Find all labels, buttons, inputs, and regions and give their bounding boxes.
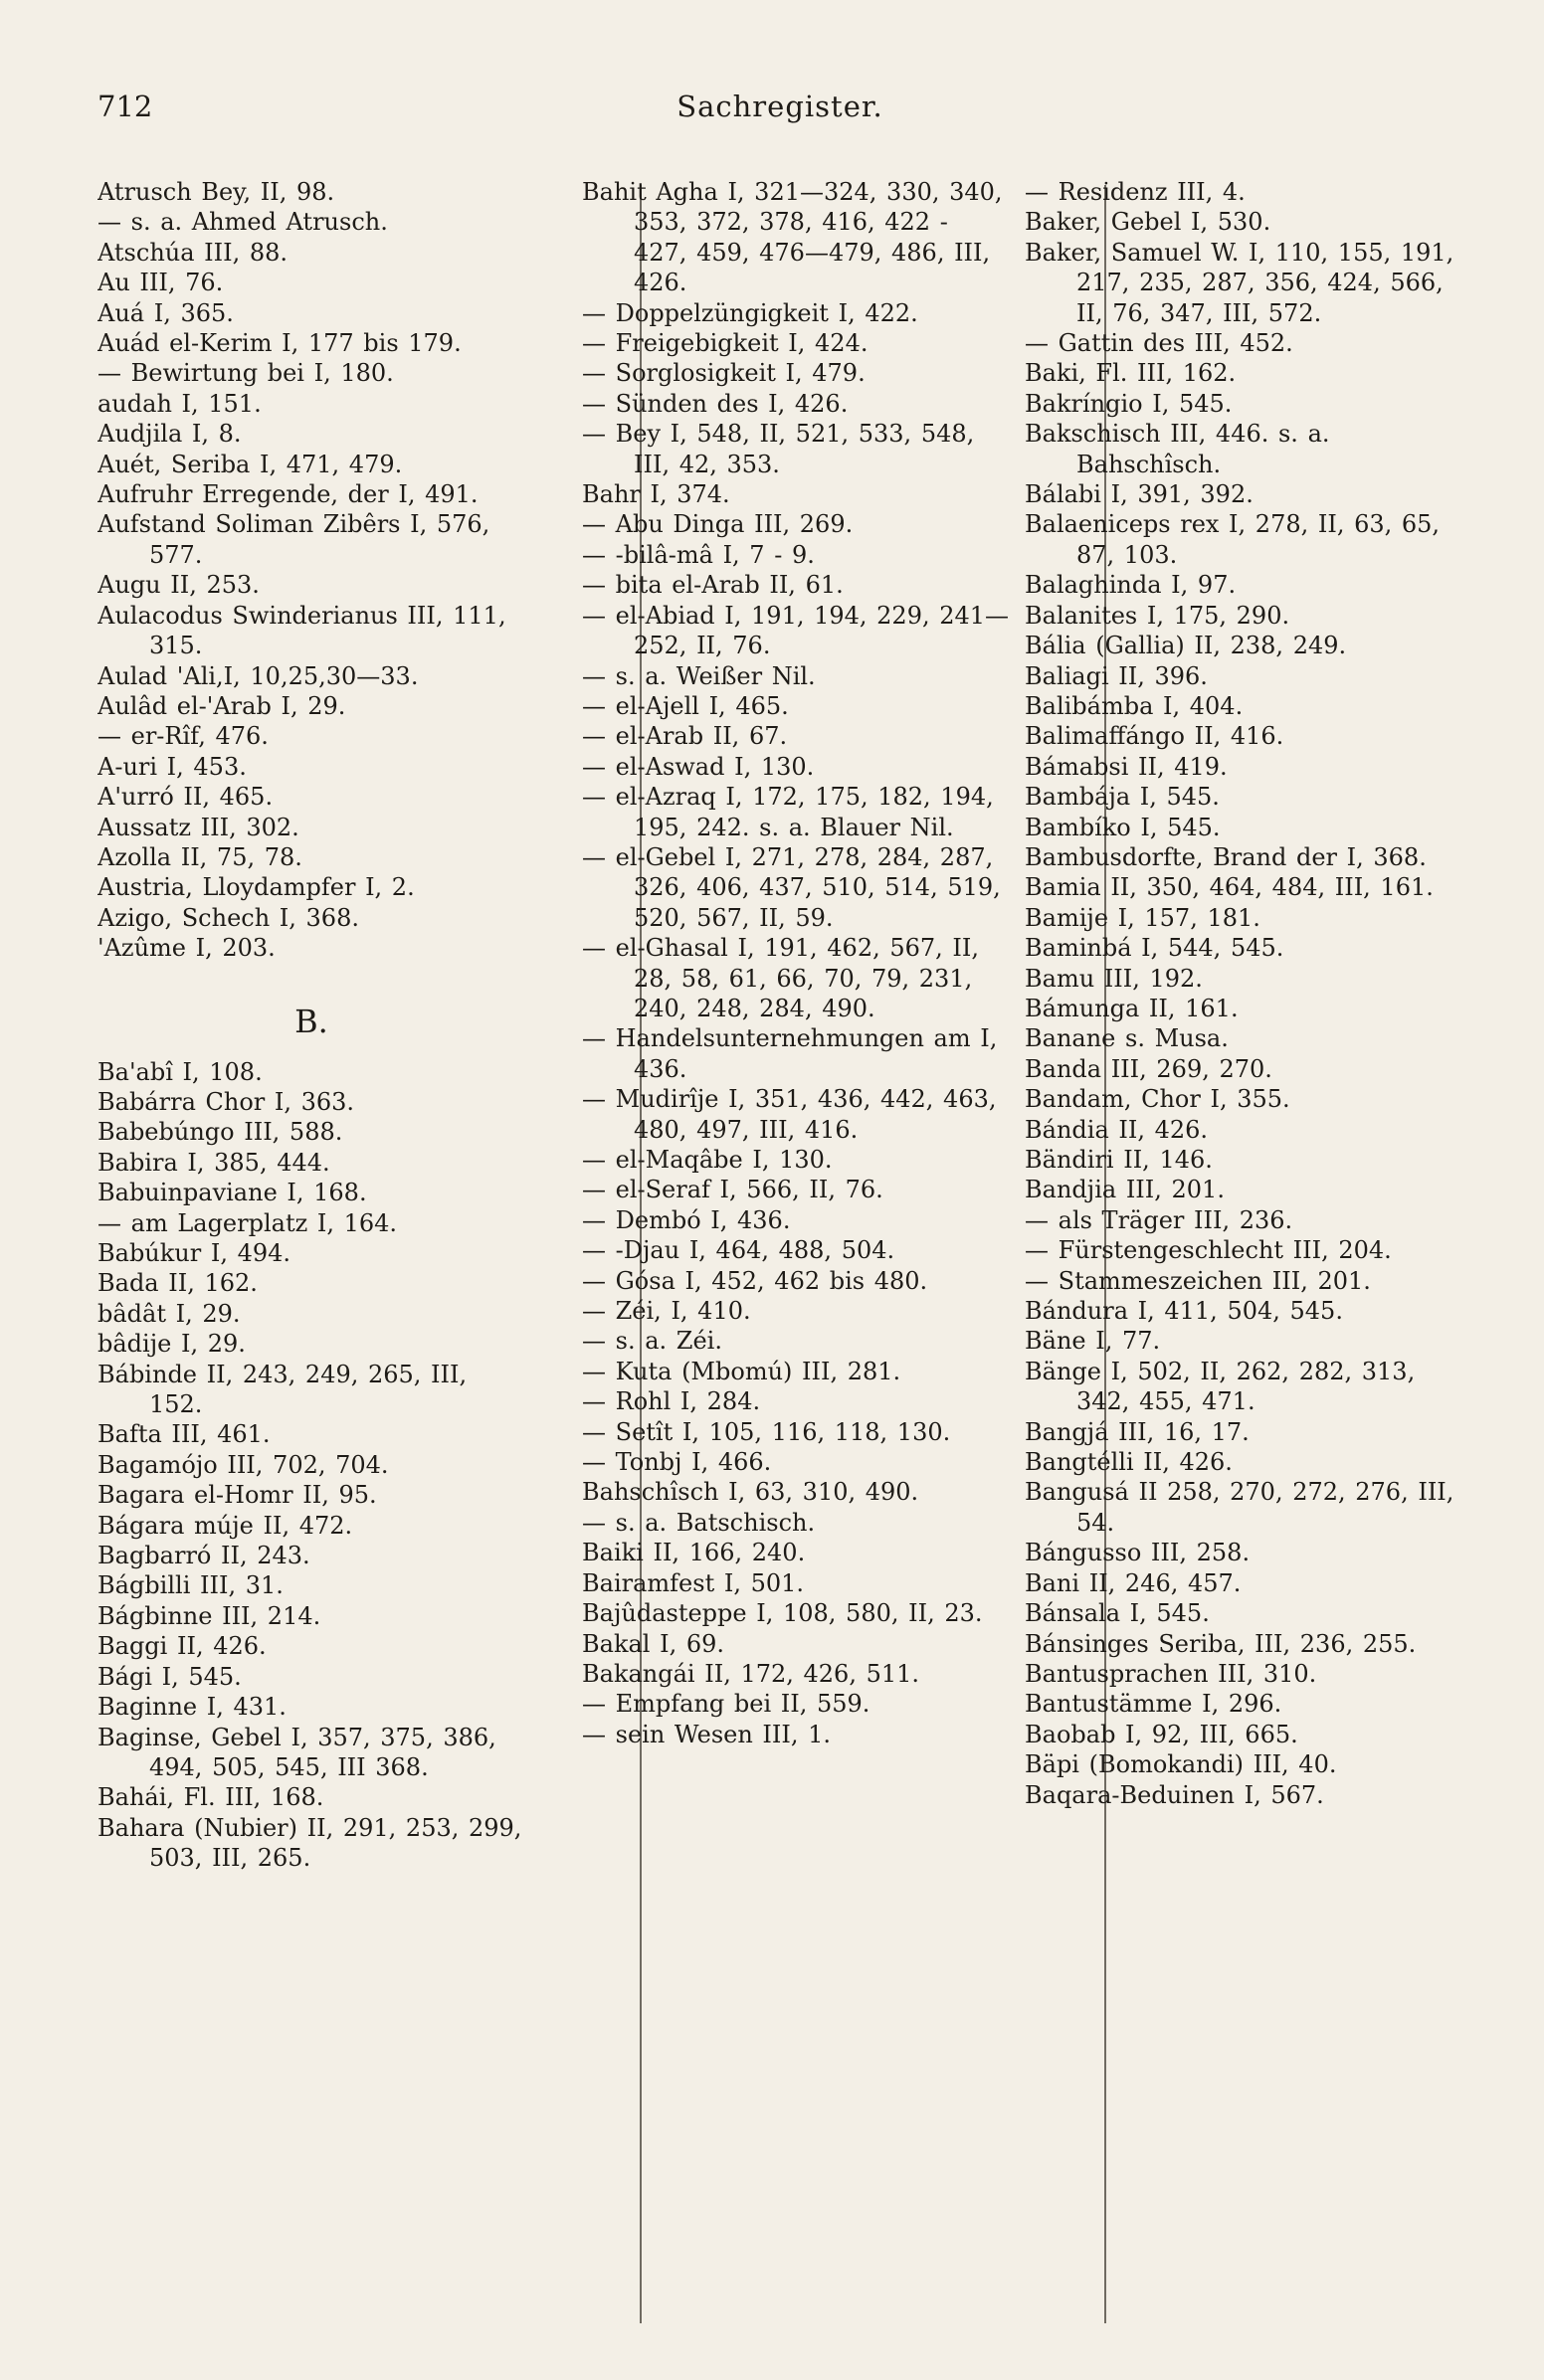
index-entry: — s. a. Weißer Nil. — [582, 661, 816, 690]
index-entry: Baqara-Beduinen I, 567. — [1025, 1780, 1324, 1809]
index-entry: Bálabi I, 391, 392. — [1025, 480, 1254, 509]
index-entry: Bági I, 545. — [97, 1662, 242, 1691]
index-entry: bâdije I, 29. — [97, 1330, 246, 1359]
index-entry: Bani II, 246, 457. — [1025, 1568, 1242, 1597]
index-entry: — el-Azraq I, 172, 175, 182, 194, 195, 242. s. a. Blauer Nil. — [582, 783, 994, 841]
index-entry: Ba'abî I, 108. — [97, 1057, 263, 1086]
index-entry: Bamia II, 350, 464, 484, III, 161. — [1025, 873, 1434, 902]
index-entry: — bita el-Arab II, 61. — [582, 571, 844, 600]
index-entry: Bangtélli II, 426. — [1025, 1448, 1233, 1477]
index-entry: Bäne I, 77. — [1025, 1327, 1161, 1356]
index-column-2 — [582, 177, 1010, 2345]
index-entry: Aussatz III, 302. — [97, 813, 299, 841]
index-entry: — als Träger III, 236. — [1025, 1205, 1293, 1234]
index-entry: Atrusch Bey, II, 98. — [97, 178, 335, 206]
index-entry: Bahit Agha I, 321—324, 330, 340, 353, 372, 378, 416, 422 - 427, 459, 476—479, 486, III, 426. — [582, 178, 1003, 297]
index-entry: Balaeniceps rex I, 278, II, 63, 65, 87, 103. — [1025, 510, 1441, 569]
index-entry: — -bilâ-mâ I, 7 - 9. — [582, 540, 815, 569]
index-entry: Baginne I, 431. — [97, 1693, 287, 1722]
index-entry: — am Lagerplatz I, 164. — [97, 1208, 398, 1237]
index-entry: Bakangái II, 172, 426, 511. — [582, 1659, 920, 1688]
index-entry: Balibámba I, 404. — [1025, 691, 1244, 720]
index-entry: Bália (Gallia) II, 238, 249. — [1025, 632, 1347, 660]
index-entry: Azigo, Schech I, 368. — [97, 903, 359, 932]
index-entry: — Mudirîje I, 351, 436, 442, 463, 480, 497, III, 416. — [582, 1085, 997, 1144]
index-entry: — Tonbj I, 466. — [582, 1448, 772, 1477]
index-entry: — s. a. Batschisch. — [582, 1508, 816, 1537]
index-entry: — -Djau I, 464, 488, 504. — [582, 1236, 895, 1265]
index-entry: A-uri I, 453. — [97, 752, 247, 781]
index-entry: Bahschîsch I, 63, 310, 490. — [582, 1478, 919, 1507]
index-entry: — Kuta (Mbomú) III, 281. — [582, 1357, 901, 1385]
index-entry: Balanites I, 175, 290. — [1025, 601, 1290, 630]
index-entry: Bangusá II 258, 270, 272, 276, III, 54. — [1025, 1478, 1454, 1537]
index-entry: Balaghinda I, 97. — [1025, 571, 1237, 600]
page-header — [97, 82, 1462, 141]
index-entry: Bajûdasteppe I, 108, 580, II, 23. — [582, 1599, 983, 1628]
index-entry: — Sünden des I, 426. — [582, 389, 849, 418]
index-entry: Bágara múje II, 472. — [97, 1511, 353, 1540]
index-entry: Aulacodus Swinderianus III, 111, 315. — [97, 601, 506, 660]
index-entry: Bakríngio I, 545. — [1025, 389, 1233, 418]
index-entry: Babebúngo III, 588. — [97, 1118, 343, 1147]
index-entry: — el-Abiad I, 191, 194, 229, 241—252, II, 76. — [582, 601, 1010, 660]
index-entry: Bakal I, 69. — [582, 1629, 725, 1658]
index-entry: — el-Ajell I, 465. — [582, 691, 789, 720]
index-entry: Audjila I, 8. — [97, 420, 242, 449]
index-entry: Bánsala I, 545. — [1025, 1599, 1210, 1628]
index-entry: Auét, Seriba I, 471, 479. — [97, 450, 403, 478]
index-entry: Auá I, 365. — [97, 298, 234, 327]
index-entry: Babúkur I, 494. — [97, 1239, 291, 1267]
index-entry: — Doppelzüngigkeit I, 422. — [582, 298, 918, 327]
index-entry: Bafta III, 461. — [97, 1420, 271, 1449]
index-entry: bâdât I, 29. — [97, 1299, 241, 1328]
index-entry: Bambája I, 545. — [1025, 783, 1220, 812]
index-entry: Baobab I, 92, III, 665. — [1025, 1720, 1298, 1748]
index-entry: — er-Rîf, 476. — [97, 722, 269, 751]
index-entry: Atschúa III, 88. — [97, 238, 289, 267]
index-entry: Austria, Lloydampfer I, 2. — [97, 873, 415, 902]
index-entry: — s. a. Zéi. — [582, 1327, 722, 1356]
index-entry: Babárra Chor I, 363. — [97, 1087, 355, 1116]
index-entry: Bagbarró II, 243. — [97, 1542, 310, 1570]
section-heading-b: B. — [294, 1002, 328, 1040]
index-entry: Bändiri II, 146. — [1025, 1146, 1213, 1174]
index-entry: Aulad 'Ali,I, 10,25,30—33. — [97, 661, 419, 690]
running-title: Sachregister. — [676, 90, 883, 123]
index-entry: Bada II, 162. — [97, 1269, 258, 1298]
index-entry: Bairamfest I, 501. — [582, 1568, 805, 1597]
index-entry: Bamu III, 192. — [1025, 964, 1203, 993]
index-entry: Banda III, 269, 270. — [1025, 1054, 1272, 1083]
index-entry: — Rohl I, 284. — [582, 1387, 761, 1416]
index-entry: — Gattin des III, 452. — [1025, 329, 1293, 358]
index-entry: Bantusprachen III, 310. — [1025, 1659, 1317, 1688]
index-entry: Balimaffángo II, 416. — [1025, 722, 1284, 751]
index-entry: Babuinpaviane I, 168. — [97, 1179, 367, 1207]
index-entry: Aufstand Soliman Zibêrs I, 576, 577. — [97, 510, 490, 569]
index-entry: Bangjá III, 16, 17. — [1025, 1417, 1250, 1446]
index-column-3 — [1025, 177, 1468, 2345]
index-entry: — el-Gebel I, 271, 278, 284, 287, 326, 406, 437, 510, 514, 519, 520, 567, II, 59. — [582, 842, 1001, 932]
index-entry: Bänge I, 502, II, 262, 282, 313, 342, 455, 471. — [1025, 1357, 1416, 1416]
index-entry: Bángusso III, 258. — [1025, 1539, 1251, 1567]
index-entry: — el-Seraf I, 566, II, 76. — [582, 1176, 883, 1204]
index-entry: — Sorglosigkeit I, 479. — [582, 359, 866, 388]
index-entry: Augu II, 253. — [97, 571, 260, 600]
index-entry: Banane s. Musa. — [1025, 1024, 1229, 1053]
index-entry: Baminbá I, 544, 545. — [1025, 934, 1284, 963]
index-entry: — Fürstengeschlecht III, 204. — [1025, 1236, 1392, 1265]
index-entry: Bandjia III, 201. — [1025, 1176, 1225, 1204]
index-entry: — Zéi, I, 410. — [582, 1297, 751, 1326]
index-entry: Bánsinges Seriba, III, 236, 255. — [1025, 1629, 1417, 1658]
index-entry: — Setît I, 105, 116, 118, 130. — [582, 1417, 951, 1446]
index-entry: — el-Maqâbe I, 130. — [582, 1146, 833, 1174]
index-entry: — Dembó I, 436. — [582, 1205, 791, 1234]
index-entry: Bantustämme I, 296. — [1025, 1690, 1282, 1719]
index-entry: — Bewirtung bei I, 180. — [97, 359, 394, 388]
index-entry: Baggi II, 426. — [97, 1632, 267, 1661]
index-entry: Bagamójo III, 702, 704. — [97, 1450, 389, 1479]
index-entry: Baiki II, 166, 240. — [582, 1539, 806, 1567]
index-entry: Bándura I, 411, 504, 545. — [1025, 1297, 1343, 1326]
page-number: 712 — [97, 90, 153, 123]
index-entry: — Stammeszeichen III, 201. — [1025, 1266, 1371, 1295]
index-entry: Au III, 76. — [97, 269, 224, 297]
index-entry: Bámabsi II, 419. — [1025, 752, 1228, 781]
index-entry: Babira I, 385, 444. — [97, 1148, 330, 1177]
index-entry: Bamije I, 157, 181. — [1025, 903, 1260, 932]
index-entry: Bándia II, 426. — [1025, 1115, 1209, 1144]
index-entry: — s. a. Ahmed Atrusch. — [97, 208, 388, 237]
index-entry: — Empfang bei II, 559. — [582, 1690, 870, 1719]
index-entry: Bágbilli III, 31. — [97, 1571, 284, 1600]
index-entry: — el-Ghasal I, 191, 462, 567, II, 28, 58, 61, 66, 70, 79, 231, 240, 248, 284, 490. — [582, 934, 980, 1022]
index-entry: Baker, Gebel I, 530. — [1025, 208, 1271, 237]
index-entry: — Handelsunternehmungen am I, 436. — [582, 1024, 998, 1083]
index-column-1 — [97, 177, 525, 2345]
index-entry: Bagara el-Homr II, 95. — [97, 1481, 377, 1510]
index-entry: — Gósa I, 452, 462 bis 480. — [582, 1266, 928, 1295]
index-entry: Bambíko I, 545. — [1025, 813, 1221, 841]
index-entry: — el-Arab II, 67. — [582, 722, 788, 751]
index-entry: Bäpi (Bomokandi) III, 40. — [1025, 1750, 1337, 1779]
index-entry: Auád el-Kerim I, 177 bis 179. — [97, 329, 462, 358]
index-entry: Bakschisch III, 446. s. a. Bahschîsch. — [1025, 420, 1330, 478]
index-entry: — Residenz III, 4. — [1025, 178, 1246, 206]
index-entry: Baki, Fl. III, 162. — [1025, 359, 1237, 388]
index-entry: — sein Wesen III, 1. — [582, 1720, 832, 1748]
index-entry: A'urró II, 465. — [97, 783, 274, 812]
index-entry: Bahái, Fl. III, 168. — [97, 1783, 324, 1812]
index-entry: Bámunga II, 161. — [1025, 994, 1239, 1022]
index-entry: Azolla II, 75, 78. — [97, 842, 302, 871]
index-entry: Baker, Samuel W. I, 110, 155, 191, 217, 235, 287, 356, 424, 566, II, 76, 347, III, 572. — [1025, 238, 1454, 327]
index-entry: Aulâd el-'Arab I, 29. — [97, 691, 346, 720]
index-entry: Baginse, Gebel I, 357, 375, 386, 494, 505, 545, III 368. — [97, 1723, 496, 1781]
index-entry: Bágbinne III, 214. — [97, 1601, 321, 1630]
index-entry: Bambusdorfte, Brand der I, 368. — [1025, 842, 1427, 871]
index-entry: 'Azûme I, 203. — [97, 934, 276, 963]
index-entry: Bahara (Nubier) II, 291, 253, 299, 503, III, 265. — [97, 1813, 522, 1873]
index-entry: — Bey I, 548, II, 521, 533, 548, III, 42, 353. — [582, 420, 975, 478]
index-entry: Bahr I, 374. — [582, 480, 730, 509]
index-entry: Baliagi II, 396. — [1025, 661, 1208, 690]
index-entry: Aufruhr Erregende, der I, 491. — [97, 480, 479, 509]
index-entry: Bábinde II, 243, 249, 265, III, 152. — [97, 1360, 468, 1419]
index-entry: — el-Aswad I, 130. — [582, 752, 815, 781]
index-entry: — Freigebigkeit I, 424. — [582, 329, 868, 358]
index-entry: — Abu Dinga III, 269. — [582, 510, 854, 539]
index-columns — [97, 177, 1470, 2345]
index-entry: audah I, 151. — [97, 389, 262, 418]
index-entry: Bandam, Chor I, 355. — [1025, 1085, 1290, 1114]
